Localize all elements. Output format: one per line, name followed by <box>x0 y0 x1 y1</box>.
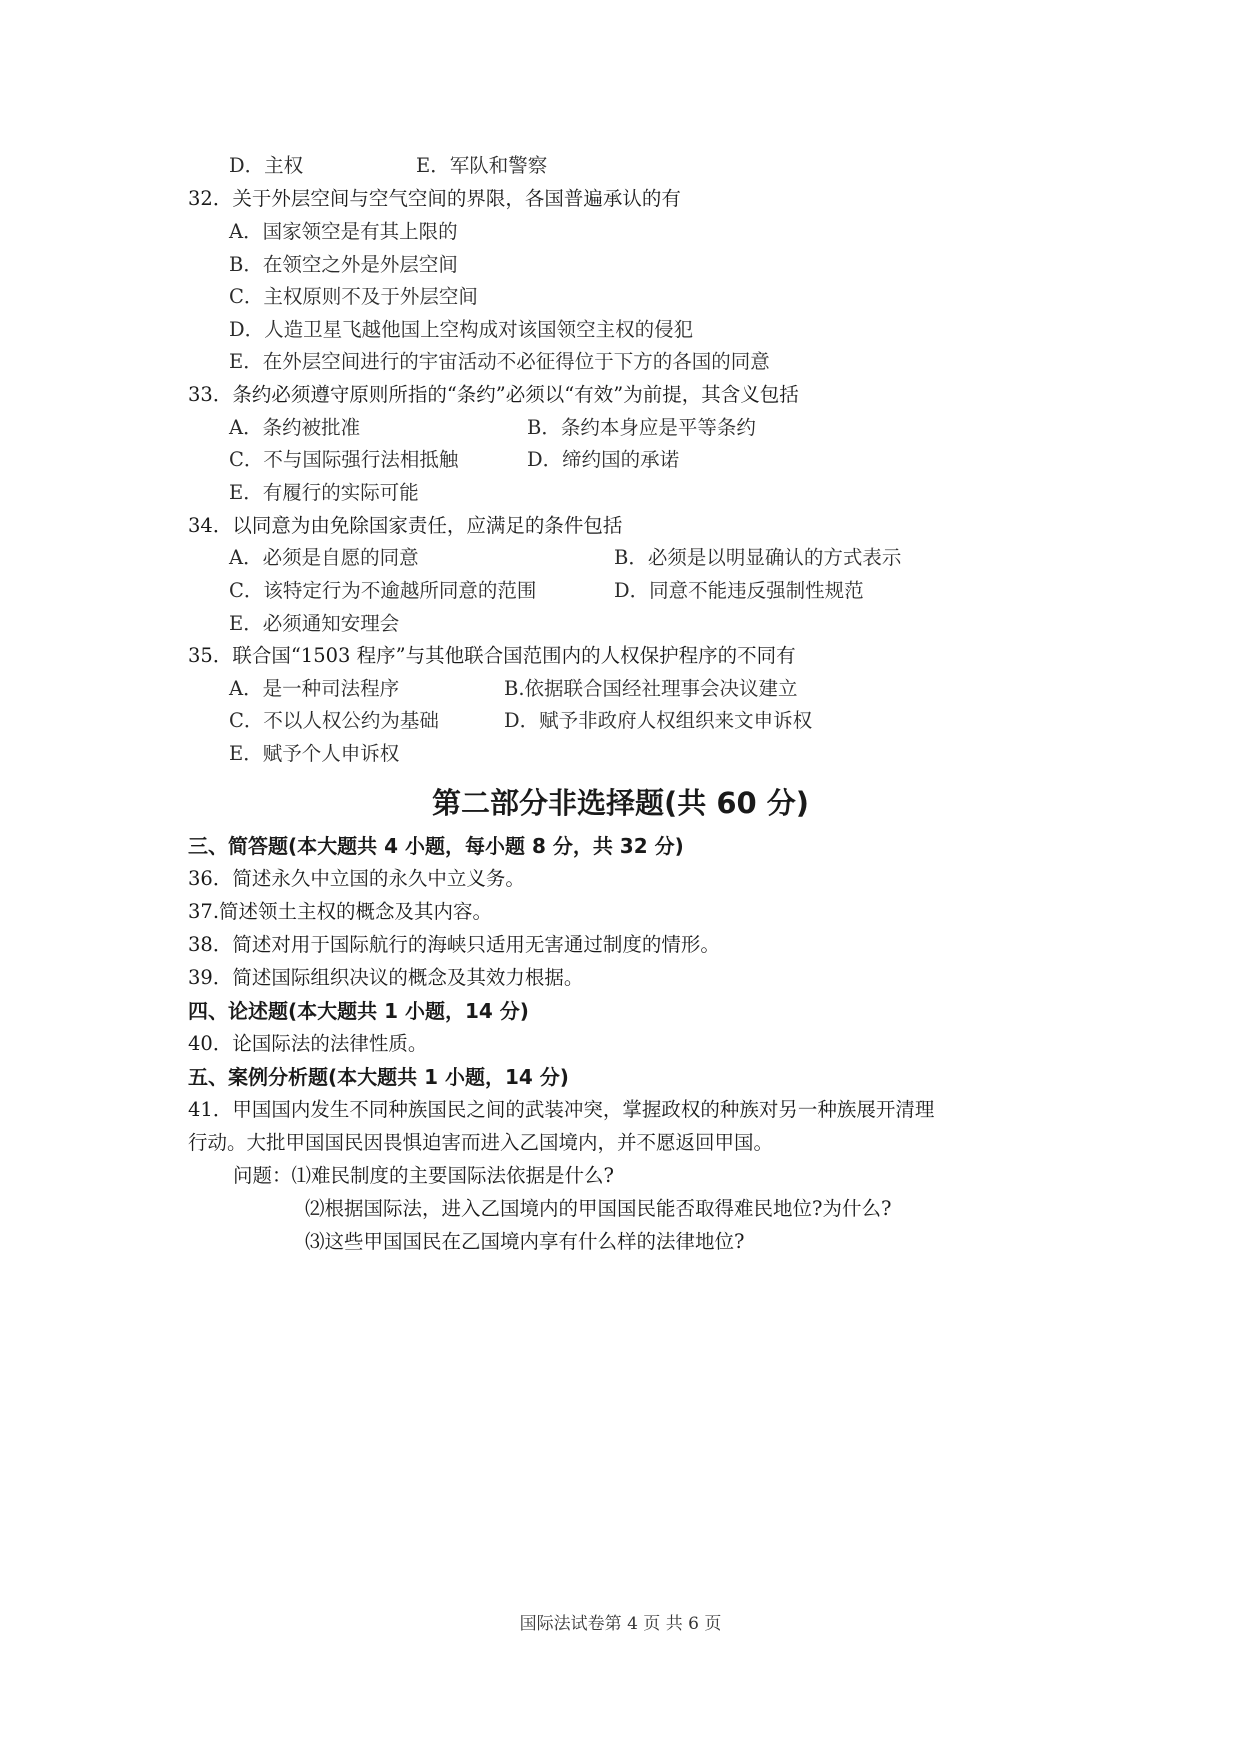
q35-option-b: B.依据联合国经社理事会决议建立 <box>504 677 798 700</box>
q41-question-3: ⑶这些甲国国民在乙国境内享有什么样的法律地位? <box>305 1230 745 1253</box>
q41-question-2: ⑵根据国际法，进入乙国境内的甲国国民能否取得难民地位?为什么? <box>305 1197 892 1220</box>
q32-option-a: A．国家领空是有其上限的 <box>229 220 458 243</box>
q35-stem: 35．联合国“1503 程序”与其他联合国范围内的人权保护程序的不同有 <box>188 644 796 667</box>
q38: 38．简述对用于国际航行的海峡只适用无害通过制度的情形。 <box>188 933 720 956</box>
q33-option-d: D．缔约国的承诺 <box>527 448 680 471</box>
q40: 40．论国际法的法律性质。 <box>188 1032 428 1055</box>
q33-stem: 33．条约必须遵守原则所指的“条约”必须以“有效”为前提，其含义包括 <box>188 383 799 406</box>
q34-option-d: D．同意不能违反强制性规范 <box>614 579 864 602</box>
q31-option-d: D．主权 <box>229 154 304 177</box>
q35-option-d: D．赋予非政府人权组织来文申诉权 <box>504 709 813 732</box>
q39: 39．简述国际组织决议的概念及其效力根据。 <box>188 966 584 989</box>
section4-heading: 四、论述题(本大题共 1 小题，14 分) <box>188 999 529 1023</box>
q41-line-2: 行动。大批甲国国民因畏惧迫害而进入乙国境内，并不愿返回甲国。 <box>188 1131 774 1154</box>
q32-option-c: C．主权原则不及于外层空间 <box>229 285 478 308</box>
q35-option-e: E．赋予个人申诉权 <box>229 742 400 765</box>
q37: 37.简述领土主权的概念及其内容。 <box>188 900 493 923</box>
q33-option-c: C．不与国际强行法相抵触 <box>229 448 459 471</box>
section5-heading: 五、案例分析题(本大题共 1 小题，14 分) <box>188 1065 569 1089</box>
q35-option-c: C．不以人权公约为基础 <box>229 709 439 732</box>
q41-question-1: 问题：⑴难民制度的主要国际法依据是什么? <box>233 1164 614 1187</box>
q34-stem: 34．以同意为由免除国家责任，应满足的条件包括 <box>188 514 623 537</box>
q32-option-d: D．人造卫星飞越他国上空构成对该国领空主权的侵犯 <box>229 318 694 341</box>
page-footer: 国际法试卷第 4 页 共 6 页 <box>519 1614 722 1634</box>
q31-option-e: E．军队和警察 <box>416 154 548 177</box>
q34-option-c: C．该特定行为不逾越所同意的范围 <box>229 579 537 602</box>
q33-option-e: E．有履行的实际可能 <box>229 481 419 504</box>
q32-option-e: E．在外层空间进行的宇宙活动不必征得位于下方的各国的同意 <box>229 350 770 373</box>
q35-option-a: A．是一种司法程序 <box>229 677 400 700</box>
section3-heading: 三、简答题(本大题共 4 小题，每小题 8 分，共 32 分) <box>188 834 684 858</box>
q34-option-e: E．必须通知安理会 <box>229 612 400 635</box>
q33-option-a: A．条约被批准 <box>229 416 361 439</box>
q33-option-b: B．条约本身应是平等条约 <box>527 416 756 439</box>
q32-stem: 32．关于外层空间与空气空间的界限，各国普遍承认的有 <box>188 187 681 210</box>
q32-option-b: B．在领空之外是外层空间 <box>229 253 458 276</box>
q41-line-1: 41．甲国国内发生不同种族国民之间的武装冲突，掌握政权的种族对另一种族展开清理 <box>188 1098 935 1121</box>
q36: 36．简述永久中立国的永久中立义务。 <box>188 867 525 890</box>
part2-title: 第二部分非选择题(共 60 分) <box>431 786 810 820</box>
q34-option-b: B．必须是以明显确认的方式表示 <box>614 546 902 569</box>
q34-option-a: A．必须是自愿的同意 <box>229 546 419 569</box>
